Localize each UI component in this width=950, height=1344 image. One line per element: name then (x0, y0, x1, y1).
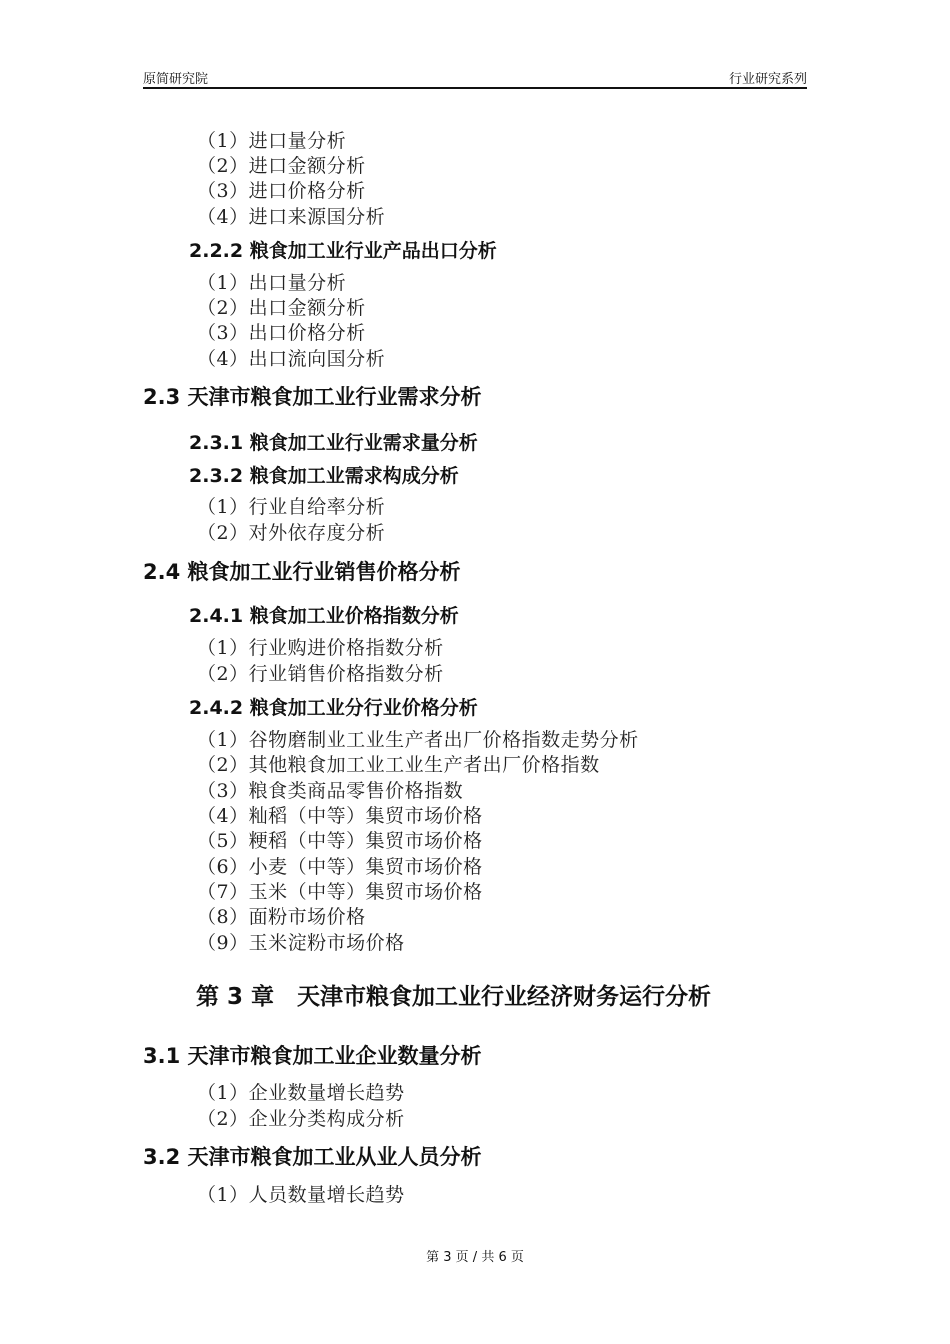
header-divider (143, 87, 807, 89)
toc-list-item: （3）粮食类商品零售价格指数 (197, 780, 464, 802)
toc-list-item: （1）行业购进价格指数分析 (197, 637, 444, 659)
toc-list-item: （4）出口流向国分析 (197, 348, 386, 370)
toc-list-item: （2）进口金额分析 (197, 155, 366, 177)
toc-section-heading: 3.1 天津市粮食加工业企业数量分析 (143, 1044, 482, 1068)
toc-chapter-heading: 第 3 章 天津市粮食加工业行业经济财务运行分析 (196, 984, 712, 1010)
toc-section-heading: 3.2 天津市粮食加工业从业人员分析 (143, 1145, 482, 1169)
toc-list-item: （1）出口量分析 (197, 272, 347, 294)
toc-list-item: （7）玉米（中等）集贸市场价格 (197, 881, 483, 903)
toc-list-item: （2）企业分类构成分析 (197, 1108, 405, 1130)
toc-section-heading: 2.4 粮食加工业行业销售价格分析 (143, 560, 461, 584)
toc-list-item: （8）面粉市场价格 (197, 906, 366, 928)
toc-list-item: （6）小麦（中等）集贸市场价格 (197, 856, 483, 878)
toc-list-item: （4）进口来源国分析 (197, 206, 386, 228)
toc-list-item: （3）进口价格分析 (197, 180, 366, 202)
toc-subsection-heading: 2.4.2 粮食加工业分行业价格分析 (189, 697, 478, 719)
toc-list-item: （4）籼稻（中等）集贸市场价格 (197, 805, 483, 827)
toc-subsection-heading: 2.4.1 粮食加工业价格指数分析 (189, 605, 459, 627)
toc-list-item: （1）行业自给率分析 (197, 496, 386, 518)
toc-list-item: （2）出口金额分析 (197, 297, 366, 319)
toc-list-item: （1）谷物磨制业工业生产者出厂价格指数走势分析 (197, 729, 639, 751)
header-series-name: 行业研究系列 (728, 72, 807, 87)
toc-subsection-heading: 2.3.2 粮食加工业需求构成分析 (189, 465, 459, 487)
toc-list-item: （5）粳稻（中等）集贸市场价格 (197, 830, 483, 852)
page-header (143, 68, 807, 88)
toc-section-heading: 2.3 天津市粮食加工业行业需求分析 (143, 385, 482, 409)
toc-list-item: （2）对外依存度分析 (197, 522, 386, 544)
toc-list-item: （1）企业数量增长趋势 (197, 1082, 405, 1104)
page-number: 第 3 页 / 共 6 页 (426, 1250, 524, 1265)
toc-list-item: （9）玉米淀粉市场价格 (197, 932, 405, 954)
toc-subsection-heading: 2.3.1 粮食加工业行业需求量分析 (189, 432, 478, 454)
toc-list-item: （3）出口价格分析 (197, 322, 366, 344)
toc-list-item: （1）人员数量增长趋势 (197, 1184, 405, 1206)
toc-subsection-heading: 2.2.2 粮食加工业行业产品出口分析 (189, 240, 497, 262)
toc-list-item: （2）行业销售价格指数分析 (197, 663, 444, 685)
toc-list-item: （1）进口量分析 (197, 130, 347, 152)
toc-list-item: （2）其他粮食加工业工业生产者出厂价格指数 (197, 754, 600, 776)
header-org-name: 原简研究院 (143, 72, 209, 87)
